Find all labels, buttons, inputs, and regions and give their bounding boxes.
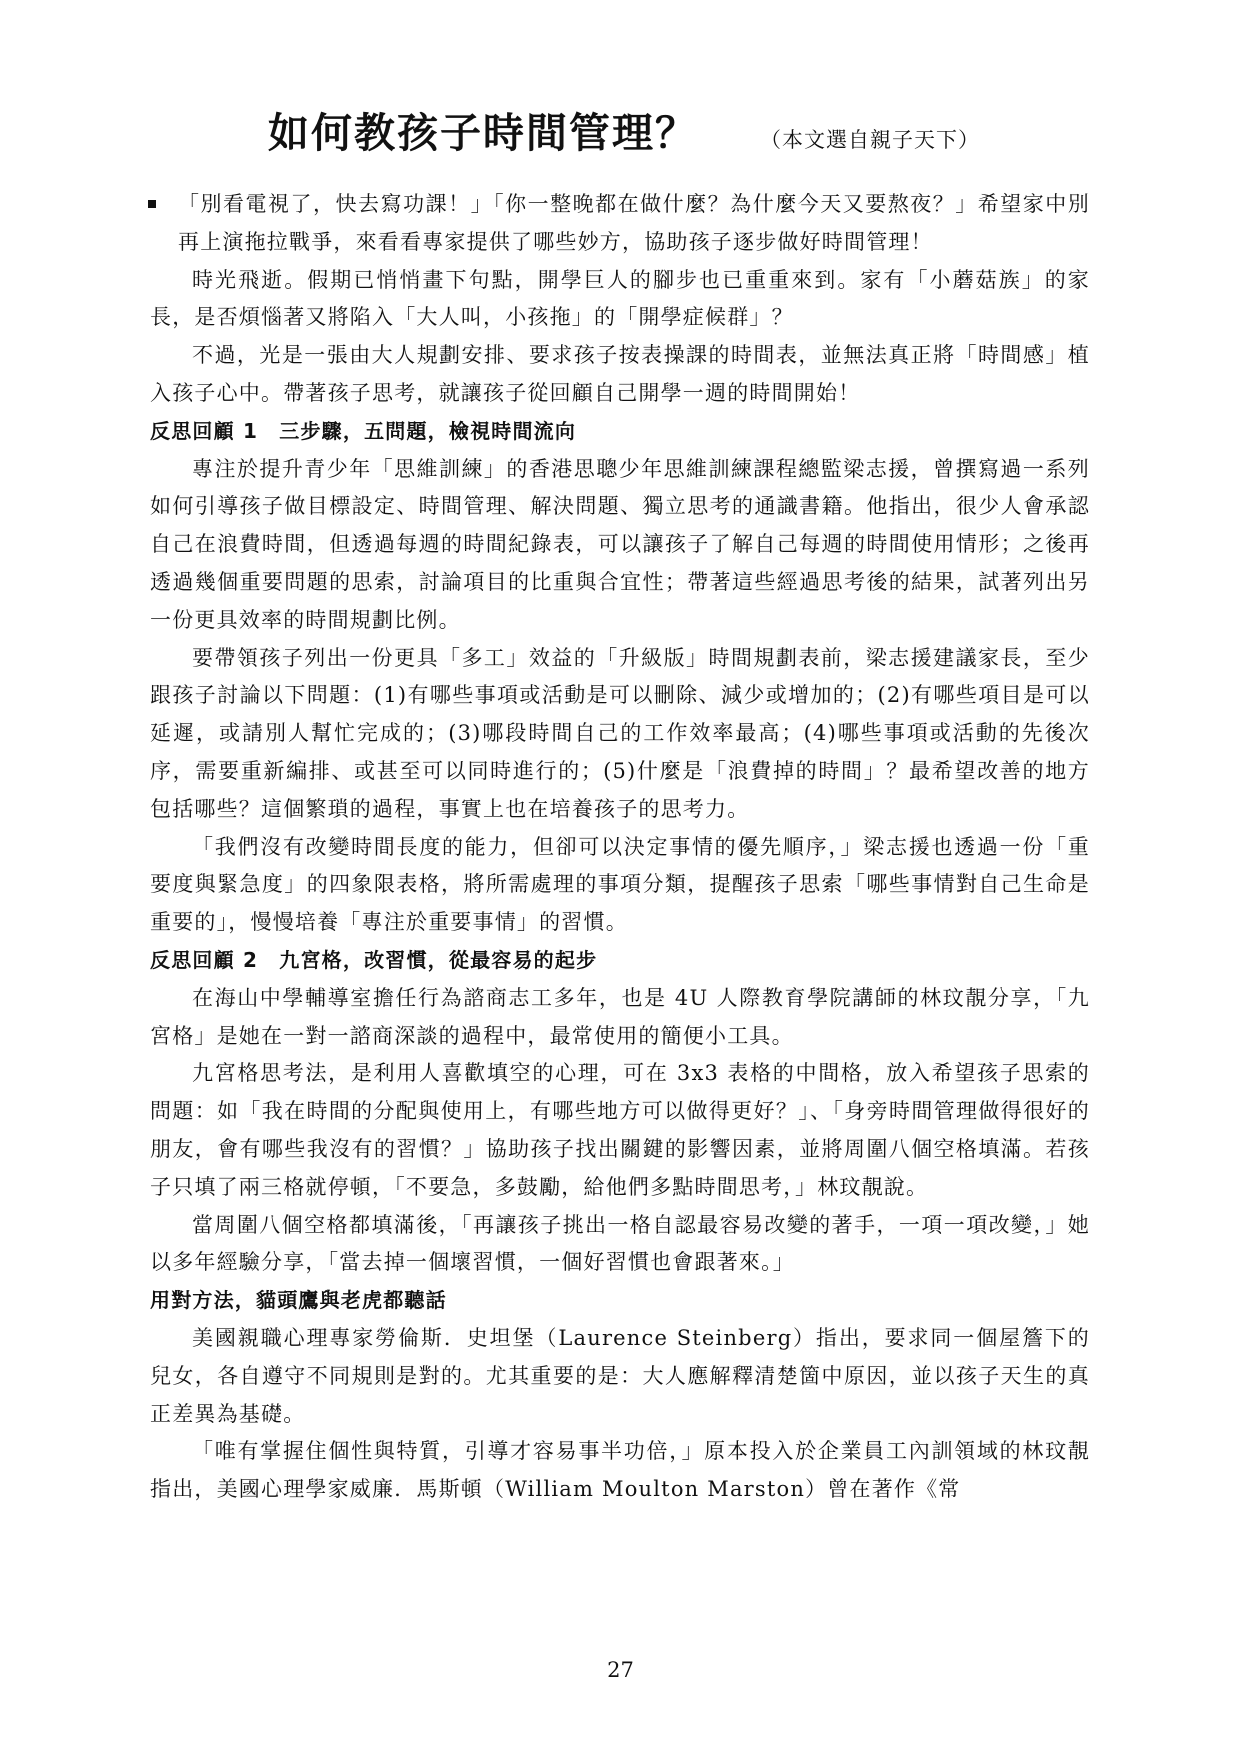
intro-bullet bbox=[150, 186, 1090, 262]
section-heading: 反思回顧 1 三步驟，五問題，檢視時間流向 bbox=[150, 418, 577, 443]
paragraph: 「唯有掌握住個性與特質，引導才容易事半功倍，」原本投入於企業員工內訓領域的林玟靚指出，美國心理學家威廉．馬斯頓（William Moulton Marston）曾在著作《常 bbox=[150, 1439, 1090, 1502]
paragraph: 在海山中學輔導室擔任行為諮商志工多年，也是 4U 人際教育學院講師的林玟靚分享，「九宮格」是她在一對一諮商深談的過程中，最常使用的簡便小工具。 bbox=[150, 985, 1090, 1048]
square-bullet-icon bbox=[148, 200, 156, 208]
paragraph: 時光飛逝。假期已悄悄畫下句點，開學巨人的腳步也已重重來到。家有「小蘑菇族」的家長，是否煩惱著又將陷入「大人叫，小孩拖」的「開學症候群」？ bbox=[150, 267, 1090, 330]
paragraph: 專注於提升青少年「思維訓練」的香港思聰少年思維訓練課程總監梁志援，曾撰寫過一系列如何引導孩子做目標設定、時間管理、解決問題、獨立思考的通識書籍。他指出，很少人會承認自己在浪費時間，但透過每週的時間紀錄表，可以讓孩子了解自己每週的時間使用情形；之後再透過幾個重要問題的思索，討論項目的比重與合宜性；帶著這些經過思考後的結果，試著列出另一份更具效率的時間規劃比例。 bbox=[150, 456, 1090, 632]
paragraph: 美國親職心理專家勞倫斯．史坦堡（Laurence Steinberg）指出，要求同一個屋簷下的兒女，各自遵守不同規則是對的。尤其重要的是：大人應解釋清楚箇中原因，並以孩子天生的真正差異為基礎。 bbox=[150, 1325, 1090, 1426]
page-number: 27 bbox=[607, 1658, 634, 1682]
page-title: 如何教孩子時間管理？ bbox=[268, 109, 698, 157]
section-heading: 反思回顧 2 九宮格，改習慣，從最容易的起步 bbox=[150, 947, 598, 972]
section-heading: 用對方法，貓頭鷹與老虎都聽話 bbox=[150, 1288, 447, 1313]
intro-text: 「別看電視了，快去寫功課！」「你一整晚都在做什麼？為什麼今天又要熬夜？」希望家中別再上演拖拉戰爭，來看看專家提供了哪些妙方，協助孩子逐步做好時間管理！ bbox=[178, 192, 1090, 254]
paragraph: 不過，光是一張由大人規劃安排、要求孩子按表操課的時間表，並無法真正將「時間感」植入孩子心中。帶著孩子思考，就讓孩子從回顧自己開學一週的時間開始！ bbox=[150, 343, 1090, 405]
paragraph: 當周圍八個空格都填滿後，「再讓孩子挑出一格自認最容易改變的著手，一項一項改變，」她以多年經驗分享，「當去掉一個壞習慣，一個好習慣也會跟著來。」 bbox=[150, 1212, 1090, 1275]
title-row bbox=[268, 100, 1068, 159]
paragraph: 要帶領孩子列出一份更具「多工」效益的「升級版」時間規劃表前，梁志援建議家長，至少跟孩子討論以下問題：(1)有哪些事項或活動是可以刪除、減少或增加的；(2)有哪些項目是可以延遲，或請別人幫忙完成的；(3)哪段時間自己的工作效率最高；(4)哪些事項或活動的先後次序，需要重新編排、或甚至可以同時進行的；(5)什麼是「浪費掉的時間」？最希望改善的地方包括哪些？這個繁瑣的過程，事實上也在培養孩子的思考力。 bbox=[150, 645, 1090, 821]
article-body bbox=[150, 186, 1090, 1509]
source-note: （本文選自親子天下） bbox=[760, 128, 980, 152]
paragraph: 九宮格思考法，是利用人喜歡填空的心理，可在 3x3 表格的中間格，放入希望孩子思索的問題：如「我在時間的分配與使用上，有哪些地方可以做得更好？」、「身旁時間管理做得很好的朋友，會有哪些我沒有的習慣？」協助孩子找出關鍵的影響因素，並將周圍八個空格填滿。若孩子只填了兩三格就停頓，「不要急，多鼓勵，給他們多點時間思考，」林玟靚說。 bbox=[150, 1061, 1090, 1199]
paragraph: 「我們沒有改變時間長度的能力，但卻可以決定事情的優先順序，」梁志援也透過一份「重要度與緊急度」的四象限表格，將所需處理的事項分類，提醒孩子思索「哪些事情對自己生命是重要的」，慢慢培養「專注於重要事情」的習慣。 bbox=[150, 834, 1090, 935]
